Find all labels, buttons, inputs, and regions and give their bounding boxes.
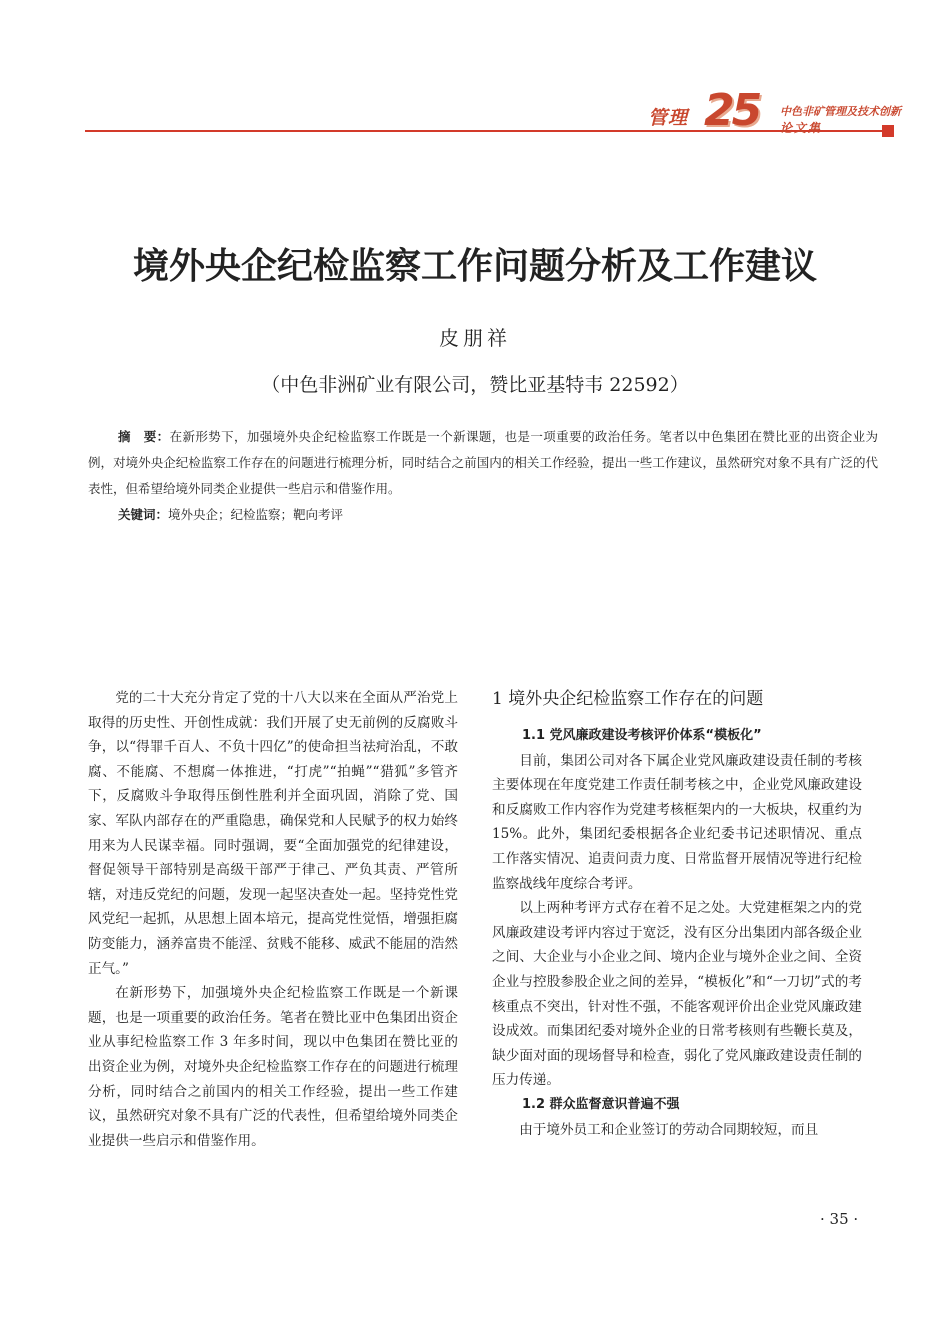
keywords-label: 关键词：	[118, 507, 169, 522]
subsection-1-1-paragraph-1: 目前，集团公司对各下属企业党风廉政建设责任制的考核主要体现在年度党建工作责任制考核之中，企业党风廉政建设和反腐败工作内容作为党建考核框架内的一大板块，权重约为 15%。此外，集团纪委根据各企业纪委书记述职情况、重点工作落实情况、追责问责力度、日常监督开展情况等进行纪检监察战线年度综合考评。	[492, 752, 862, 892]
logo-word: 管理	[648, 107, 689, 129]
logo-collection-label: 论文集	[780, 121, 823, 135]
intro-paragraph-1: 党的二十大充分肯定了党的十八大以来在全面从严治党上取得的历史性、开创性成就：我们开展了史无前例的反腐败斗争，以“得罪千百人、不负十四亿”的使命担当祛疴治乱，不敢腐、不能腐、不想腐一体推进，“打虎”“拍蝇”“猎狐”多管齐下，反腐败斗争取得压倒性胜利并全面巩固，消除了党、国家、军队内部存在的严重隐患，确保党和人民赋予的权力始终用来为人民谋幸福。同时强调，要“全面加强党的纪律建设，督促领导干部特别是高级干部严于律己、严负其责、严管所辖，对违反党纪的问题，发现一起坚决查处一起。坚持党性党风党纪一起抓，从思想上固本培元，提高党性觉悟，增强拒腐防变能力，涵养富贵不能淫、贫贱不能移、威武不能屈的浩然正气。”	[88, 690, 458, 977]
logo-subtitle: 中色非矿管理及技术创新	[780, 105, 901, 118]
section-1-heading: 1 境外央企纪检监察工作存在的问题	[492, 689, 764, 709]
article-title: 境外央企纪检监察工作问题分析及工作建议	[132, 246, 817, 287]
author-affiliation: （中色非洲矿业有限公司，赞比亚基特韦 22592）	[261, 374, 689, 396]
abstract-label: 摘 要：	[118, 429, 170, 444]
intro-paragraph-2: 在新形势下，加强境外央企纪检监察工作既是一个新课题，也是一项重要的政治任务。笔者在赞比亚中色集团出资企业从事纪检监察工作 3 年多时间，现以中色集团在赞比亚的出资企业为例，对境外央企纪检监察工作存在的问题进行梳理分析，同时结合之前国内的相关工作经验，提出一些工作建议，虽然研究对象不具有广泛的代表性，但希望给境外同类企业提供一些启示和借鉴作用。	[88, 985, 458, 1149]
subsection-1-1-paragraph-2: 以上两种考评方式存在着不足之处。大党建框架之内的党风廉政建设考评内容过于宽泛，没有区分出集团内部各级企业之间、大企业与小企业之间、境内企业与境外企业之间、全资企业与控股参股企业之间的差异，“模板化”和“一刀切”式的考核重点不突出，针对性不强，不能客观评价出企业党风廉政建设成效。而集团纪委对境外企业的日常考核则有些鞭长莫及，缺少面对面的现场督导和检查，弱化了党风廉政建设责任制的压力传递。	[492, 900, 862, 1089]
abstract	[88, 424, 878, 502]
page-number: · 35 ·	[820, 1210, 859, 1228]
left-column	[88, 686, 458, 1153]
keywords-text: 境外央企；纪检监察；靶向考评	[168, 507, 344, 522]
abstract-text: 在新形势下，加强境外央企纪检监察工作既是一个新课题，也是一项重要的政治任务。笔者以中色集团在赞比亚的出资企业为例，对境外央企纪检监察工作存在的问题进行梳理分析，同时结合之前国内的相关工作经验，提出一些工作建议，虽然研究对象不具有广泛的代表性，但希望给境外同类企业提供一些启示和借鉴作用。	[88, 429, 878, 496]
keywords	[88, 502, 878, 528]
subsection-1-2-heading: 1.2 群众监督意识普遍不强	[522, 1096, 680, 1112]
abstract-block	[88, 424, 878, 528]
article-author: 皮朋祥	[439, 326, 511, 350]
right-column	[492, 686, 862, 1142]
logo-number: 25	[704, 85, 760, 136]
subsection-1-1-heading: 1.1 党风廉政建设考核评价体系“模板化”	[522, 728, 762, 743]
collection-logo	[648, 85, 901, 140]
subsection-1-2-paragraph-1: 由于境外员工和企业签订的劳动合同期较短，而且	[519, 1121, 819, 1138]
